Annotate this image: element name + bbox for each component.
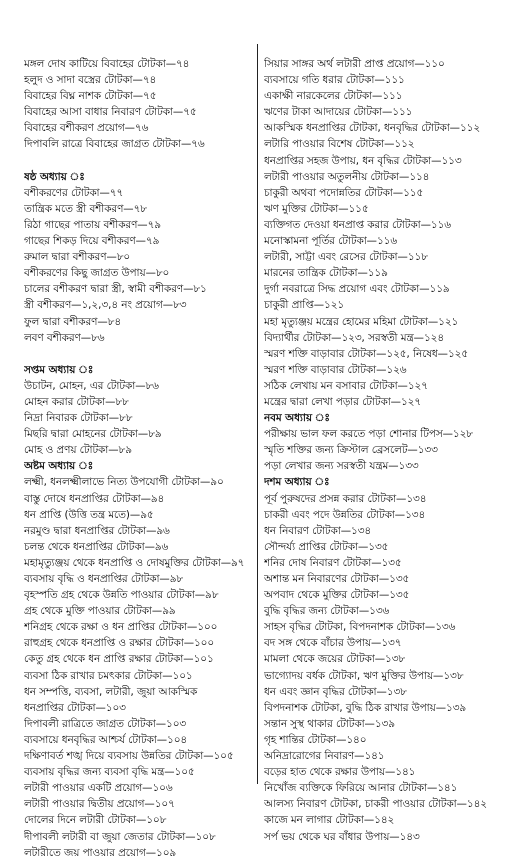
- index-entry: আকস্মিক ধনপ্রাপ্তির টোটকা, ধনবৃদ্ধির টোটকা—১১২: [264, 122, 481, 135]
- index-entry: নরমুণ্ড দ্বারা ধনপ্রাপ্তির টোটকা—৯৬: [24, 524, 170, 537]
- index-entry: বিবাহের বিঘ্ন নাশক টোটকা—৭৫: [24, 90, 157, 103]
- index-entry: অনিদ্রারোগের নিবারণ—১৪১: [264, 750, 385, 763]
- chapter-heading: নবম অধ্যায় ঃ: [264, 412, 330, 425]
- index-entry: ঋণের টাকা আদায়ের টোটকা—১১১: [264, 106, 413, 119]
- index-entry: বশীকরণের কিছু জাগ্রত উপায়—৮০: [24, 267, 170, 280]
- index-entry: মনোস্কামনা পূর্তির টোটকা—১১৬: [264, 235, 398, 248]
- index-entry: লটারীতে জয় পাওয়ার প্রয়োগ—১০৯: [24, 846, 177, 859]
- index-entry: সিয়ার সাঙ্গর অর্থ লটারী প্রাপ্ত প্রয়োগ—১১০: [264, 58, 445, 70]
- index-entry: স্ত্রী বশীকরণ—১,২,৩,৪ নং প্রয়োগ—৮৩: [24, 299, 187, 312]
- index-entry: ফুল দ্বারা বশীকরণ—৮৪: [24, 315, 122, 328]
- index-column-left: [24, 56, 264, 861]
- index-entry: মামলা থেকে জয়ের টোটকা—১৩৮: [264, 653, 406, 666]
- index-entry: মোহন করার টোটকা—৮৮: [24, 395, 129, 408]
- index-entry: কেতু গ্রহ থেকে ধন প্রাপ্তি রক্ষার টোটকা—১০১: [24, 653, 214, 666]
- index-entry: লক্ষ্মী, ধনলক্ষ্মীলাভে নিত্য উপযোগী টোটকা—৯০: [24, 476, 224, 489]
- index-entry: চলন্ত থেকে ধনপ্রাপ্তির টোটকা—৯৬: [24, 540, 169, 553]
- index-entry: গৃহ শান্তির টোটকা—১৪০: [264, 733, 367, 746]
- index-entry: আলস্য নিবারণ টোটকা, চাকরী পাওয়ার টোটকা—১৪২: [264, 798, 487, 811]
- index-entry: দীপাবলী লটারী বা জুয়া জেতার টোটকা—১০৮: [24, 830, 216, 843]
- index-entry: ব্যবসায় বৃদ্ধির জন্য ব্যবসা বৃদ্ধি মন্ত্র—১০৫: [24, 766, 195, 779]
- index-column-right: [264, 56, 504, 845]
- index-entry: ধন প্রাপ্তি (উত্তি তন্ত্র মতে)—৯৫: [24, 508, 154, 521]
- index-entry: ব্যবসায় বৃদ্ধি ও ধনপ্রাপ্তির টোটকা—৯৮: [24, 573, 184, 585]
- index-entry: চাকুরী প্রাপ্তি—১২১: [264, 299, 345, 312]
- index-entry: ব্যবসায়ে ধনবৃদ্ধির আশ্চর্য টোটকা—১০৪: [24, 733, 188, 746]
- index-entry: মিছরি দ্বারা মোহনের টোটকা—৮৯: [24, 428, 162, 441]
- index-entry: কাজে মন লাগার টোটকা—১৪২: [264, 814, 395, 827]
- index-entry: স্মরণ শক্তি বাড়াবার টোটকা—১২৫, নিষেধ—১২৫: [264, 347, 469, 360]
- index-entry: দিপাবলি রাত্রে বিবাহের জাগ্রত টোটকা—৭৬: [24, 138, 205, 151]
- index-entry: স্মৃতি শক্তির জন্য ক্রিস্টাল ব্রেসলেট—১৩৩: [264, 444, 438, 457]
- index-entry: [24, 153, 264, 169]
- index-entry: গ্রহ থেকে মুক্তি পাওয়ার টোটকা—৯৯: [24, 605, 176, 618]
- index-entry: ঋণ মুক্তির টোটকা—১১৫: [264, 202, 369, 215]
- index-entry: শনিগ্রহ থেকে রক্ষা ও ধন প্রাপ্তির টোটকা—১০০: [24, 621, 218, 634]
- index-entry: ব্যবসায়ে গতি ধরার টোটকা—১১১: [264, 74, 405, 87]
- index-entry: নিদ্রা নিবারক টোটকা—৮৮: [24, 412, 133, 425]
- index-entry: সাহস বৃদ্ধির টোটকা, বিপদনাশক টোটকা—১৩৬: [264, 621, 456, 634]
- index-entry: গাছের শিকড় দিয়ে বশীকরণ—৭৯: [24, 235, 160, 248]
- index-entry: মঙ্গল দোষ কাটিয়ে বিবাহের টোটকা—৭৪: [24, 58, 190, 70]
- index-entry: তান্ত্রিক মতে স্ত্রী বশীকরণ—৭৮: [24, 202, 147, 215]
- index-entry: চাকুরী অথবা পদোন্নতির টোটকা—১১৫: [264, 186, 424, 199]
- index-entry: চালের বশীকরণ দ্বারা স্ত্রী, স্বামী বশীকরণ—৮১: [24, 283, 207, 296]
- index-entry: মহা মৃত্যুঞ্জয় মন্ত্রের হোমের মহিমা টোটকা—১২১: [264, 315, 459, 328]
- index-entry: ধন এবং জ্ঞান বৃদ্ধির টোটকা—১৩৮: [264, 685, 407, 698]
- index-entry: পরীক্ষায় ভাল ফল করতে পড়া শোনার টিপস—১২৮: [264, 428, 473, 441]
- index-entry: স্মরণ শক্তি বাড়াবার টোটকা—১২৬: [264, 363, 407, 376]
- index-entry: লবণ বশীকরণ—৮৬: [24, 331, 105, 344]
- chapter-heading: ষষ্ঠ অধ্যায় ঃ: [24, 170, 85, 183]
- index-entry: শনির দোষ নিবারণ টোটকা—১৩৫: [264, 556, 402, 569]
- index-entry: দিপাবলী রাত্রিতে জাগ্রত টোটকা—১০৩: [24, 717, 187, 730]
- chapter-heading: সপ্তম অধ্যায় ঃ: [24, 363, 94, 376]
- column-divider: [257, 44, 258, 784]
- index-entry: নিখোঁজ ব্যক্তিকে ফিরিয়ে আনার টোটকা—১৪১: [264, 782, 458, 795]
- index-entry: ব্যক্তিগত দেওয়া ধনপ্রাপ্ত করার টোটকা—১১৬: [264, 218, 451, 231]
- index-entry: লটারি পাওয়ার বিশেষ টোটকা—১১২: [264, 138, 415, 151]
- index-entry: বিপদনাশক টোটকা, বুদ্ধি ঠিক রাখার উপায়—১৩৯: [264, 701, 467, 714]
- index-entry: সর্প ভয় থেকে ঘর বাঁধার উপায়—১৪৩: [264, 830, 420, 843]
- index-entry: চাকরী এবং পদে উন্নতির টোটকা—১৩৪: [264, 508, 426, 521]
- index-entry: রাহুগ্রহ থেকে ধনপ্রাপ্তি ও রক্ষার টোটকা—১০০: [24, 637, 215, 650]
- index-entry: মহামৃত্যুঞ্জয় থেকে ধনপ্রাপ্তি ও দোষমুক্তির টোটকা—৯৭: [24, 556, 245, 569]
- index-entry: লটারী পাওয়ার দ্বিতীয় প্রয়োগ—১০৭: [24, 798, 175, 811]
- index-entry: সঠিক লেখায় মন বসাবার টোটকা—১২৭: [264, 379, 428, 392]
- index-entry: সন্তান সুস্থ থাকার টোটকা—১৩৯: [264, 717, 395, 730]
- index-entry: বুদ্ধি বৃদ্ধির জন্য টোটকা—১৩৬: [264, 605, 390, 618]
- index-entry: ধনপ্রাপ্তির সহজ উপায়, ধন বৃদ্ধির টোটকা—১১৩: [264, 154, 462, 167]
- index-entry: বদ সঙ্গ থেকে বাঁচার উপায়—১৩৭: [264, 637, 402, 650]
- chapter-heading: অষ্টম অধ্যায় ঃ: [24, 460, 94, 473]
- index-entry: রিঠা গাছের পাতায় বশীকরণ—৭৯: [24, 218, 161, 231]
- index-entry: বাস্তু দোষে ধনপ্রাপ্তির টোটকা—৯৪: [24, 492, 165, 505]
- index-entry: বশীকরণের টোটকা—৭৭: [24, 186, 124, 199]
- index-entry: ধন নিবারণ টোটকা—১৩৪: [264, 524, 372, 537]
- index-entry: মারনের তান্ত্রিক টোটকা—১১৯: [264, 267, 388, 280]
- index-entry: পূর্ব পুরুষদের প্রসন্ন করার টোটকা—১৩৪: [264, 492, 427, 505]
- index-entry: একাক্ষী নারকেলের টোটকা—১১১: [264, 90, 403, 103]
- index-entry: হলুদ ও সাদা বস্ত্রের টোটকা—৭৪: [24, 74, 157, 87]
- index-entry: বড়ের হাত থেকে রক্ষার উপায়—১৪১: [264, 766, 416, 779]
- index-entry: মন্ত্রের দ্বারা লেখা পড়ার টোটকা—১২৭: [264, 395, 422, 408]
- index-entry: লটারী পাওয়ার অতুলনীয় টোটকা—১১৪: [264, 170, 430, 183]
- index-entry: ভাগ্যোদয় বর্ধক টোটকা, ঋণ মুক্তির উপায়—১৩৮: [264, 669, 464, 682]
- index-entry: মোহ ও প্রণয় টোটকা—৮৯: [24, 444, 132, 457]
- index-entry: সৌন্দর্য্য প্রাপ্তির টোটকা—১৩৫: [264, 540, 389, 553]
- index-entry: অশান্ত মন নিবারণের টোটকা—১৩৫: [264, 573, 410, 585]
- chapter-heading: দশম অধ্যায় ঃ: [264, 476, 330, 489]
- index-entry: ব্যবসা ঠিক রাখার চমৎকার টোটকা—১০১: [24, 669, 193, 682]
- index-entry: পড়া লেখার জন্য সরস্বতী যন্ত্রম—১৩৩: [264, 460, 419, 473]
- index-entry: দোলের দিনে লটারী টোটকা—১০৮: [24, 814, 167, 827]
- index-entry: বিবাহের আসা বাধার নিবারণ টোটকা—৭৫: [24, 106, 197, 119]
- index-entry: ধন সম্পত্তি, ব্যবসা, লটারী, জুয়া আকস্মিক: [24, 685, 198, 698]
- index-entry: দক্ষিণাবর্ত শঙ্খ দিয়ে ব্যবসায় উন্নতির টোটকা—১০৫: [24, 750, 234, 763]
- index-entry: বিবাহের বশীকরণ প্রয়োগ—৭৬: [24, 122, 149, 135]
- index-entry: ধনপ্রাপ্তির টোটকা—১০৩: [24, 701, 126, 714]
- index-entry: অপবাদ থেকে মুক্তির টোটকা—১৩৫: [264, 589, 410, 602]
- index-entry: [24, 346, 264, 362]
- index-entry: রুমাল দ্বারা বশীকরণ—৮০: [24, 251, 131, 264]
- index-entry: লটারী পাওয়ার একটি প্রয়োগ—১০৬: [24, 782, 173, 795]
- index-entry: দুর্গা নবরাত্রে সিদ্ধ প্রয়োগ এবং টোটকা—১১৯: [264, 283, 450, 296]
- index-entry: বৃহস্পতি গ্রহ থেকে উন্নতি পাওয়ার টোটকা—৯৮: [24, 589, 219, 602]
- index-entry: লটারী, সাট্টা এবং রেসের টোটকা—১১৮: [264, 251, 428, 264]
- index-entry: উচাটন, মোহন, এর টোটকা—৮৬: [24, 379, 159, 392]
- index-entry: বিদ্যার্থীর টোটকা—১২৩, সরস্বতী মন্ত্র—১২৪: [264, 331, 444, 344]
